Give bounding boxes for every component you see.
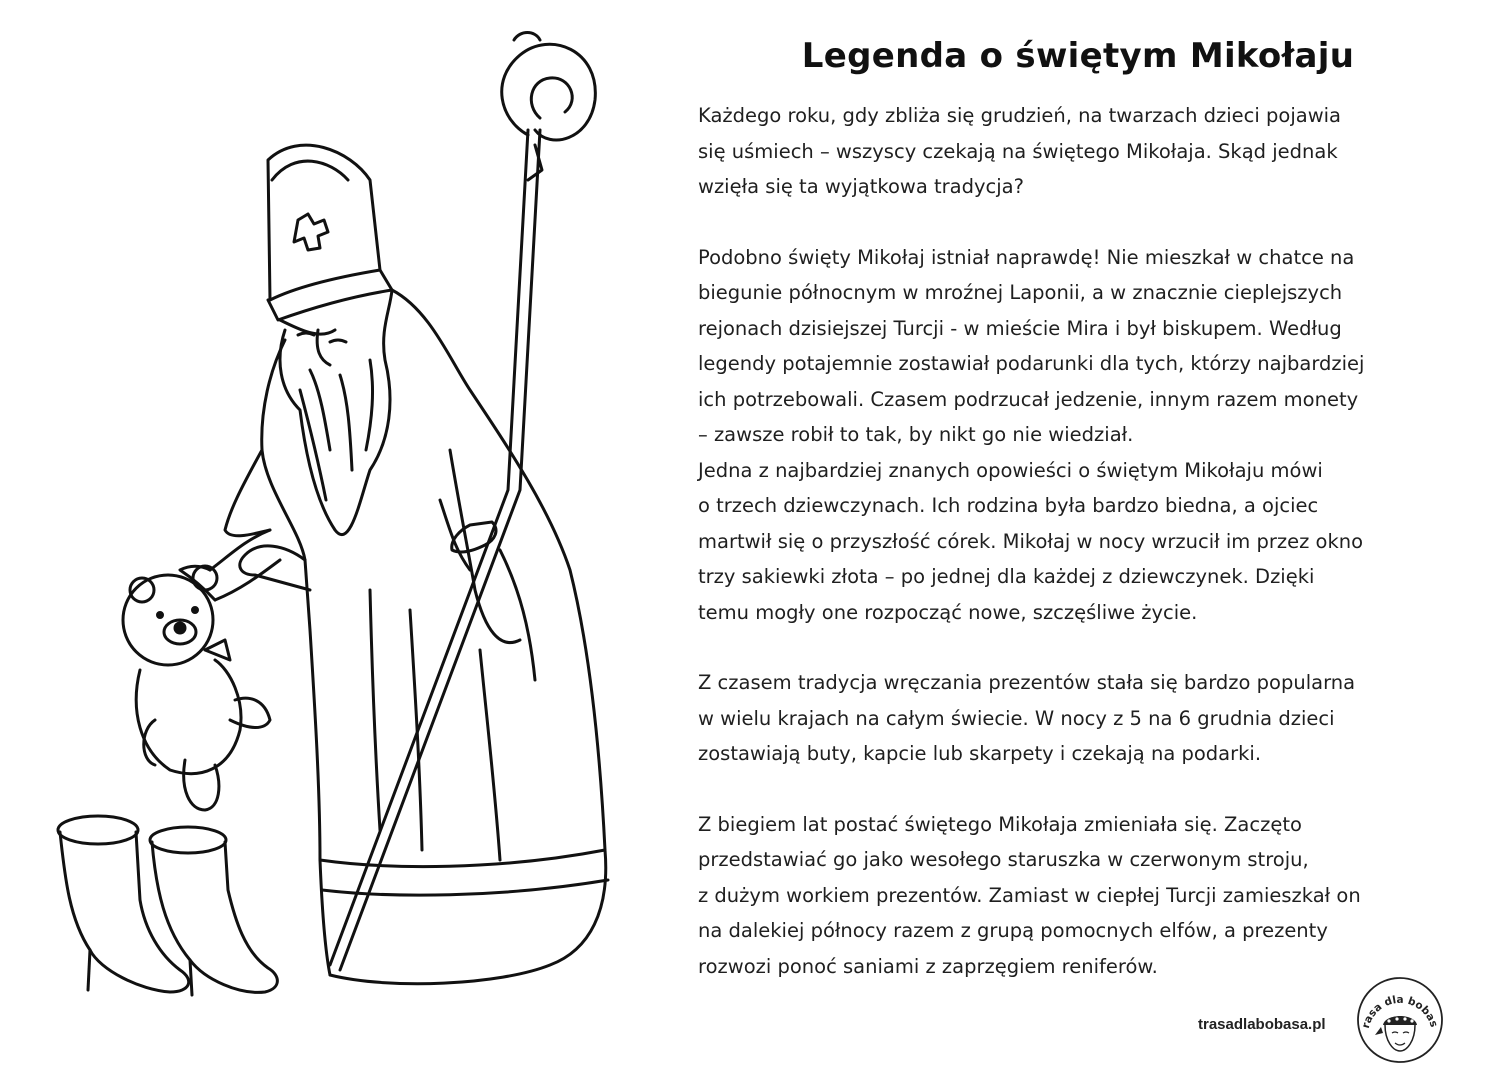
text-line: trzy sakiewki złota – po jednej dla każdej z dziewczynek. Dzięki bbox=[698, 565, 1315, 588]
page-title: Legenda o świętym Mikołaju bbox=[801, 36, 1355, 76]
text-line: biegunie północnym w mroźnej Laponii, a w znacznie cieplejszych bbox=[698, 281, 1343, 304]
paragraph-intro bbox=[698, 98, 1458, 205]
saint-nicholas-illustration bbox=[30, 30, 650, 1050]
text-line: rejonach dzisiejszej Turcji - w mieście Mira i był biskupem. Według bbox=[698, 316, 1342, 340]
text-line: martwił się o przyszłość córek. Mikołaj w nocy wrzucił im przez okno bbox=[698, 529, 1364, 553]
brand-logo bbox=[1355, 975, 1445, 1065]
text-line: z dużym workiem prezentów. Zamiast w ciepłej Turcji zamieszkał on bbox=[698, 883, 1361, 907]
text-line: się uśmiech – wszyscy czekają na świętego Mikołaja. Skąd jednak bbox=[698, 139, 1338, 163]
text-line: Podobno święty Mikołaj istniał naprawdę! Nie mieszkał w chatce na bbox=[698, 245, 1355, 269]
text-line: – zawsze robił to tak, by nikt go nie wiedział. bbox=[698, 423, 1134, 446]
teddy-bear-illustration bbox=[123, 566, 270, 810]
text-line: rozwozi ponoć saniami z zaprzęgiem reniferów. bbox=[698, 954, 1158, 978]
text-line: na dalekiej północy razem z grupą pomocnych elfów, a prezenty bbox=[698, 919, 1328, 942]
boots-illustration bbox=[58, 816, 277, 995]
paragraph-gap bbox=[698, 205, 1458, 240]
paragraph-gap bbox=[698, 772, 1458, 807]
arm bbox=[180, 530, 280, 600]
text-line: temu mogły one rozpocząć nowe, szczęśliwe życie. bbox=[698, 600, 1198, 624]
text-line: Z czasem tradycja wręczania prezentów stała się bardzo popularna bbox=[698, 671, 1356, 694]
website-url: trasadlabobasa.pl bbox=[1198, 1016, 1326, 1033]
paragraph-gap bbox=[698, 630, 1458, 665]
text-line: o trzech dziewczynach. Ich rodzina była bardzo biedna, a ojciec bbox=[698, 494, 1319, 517]
paragraph-tradition bbox=[698, 665, 1458, 772]
paragraph-modern bbox=[698, 807, 1458, 985]
paragraph-history bbox=[698, 240, 1458, 631]
text-line: w wielu krajach na całym świecie. W nocy z 5 na 6 grudnia dzieci bbox=[698, 706, 1335, 730]
text-line: ich potrzebowali. Czasem podrzucał jedzenie, innym razem monety bbox=[698, 387, 1359, 411]
mitre-icon bbox=[268, 145, 392, 320]
logo-text: rasa dla bobas bbox=[1359, 993, 1440, 1030]
article bbox=[698, 36, 1458, 984]
crozier-icon bbox=[330, 33, 595, 971]
text-line: Każdego roku, gdy zbliża się grudzień, na twarzach dzieci pojawia bbox=[698, 104, 1342, 127]
robe bbox=[225, 290, 608, 984]
text-line: Jedna z najbardziej znanych opowieści o świętym Mikołaju mówi bbox=[698, 458, 1323, 482]
text-line: Z biegiem lat postać świętego Mikołaja zmieniała się. Zaczęto bbox=[698, 812, 1302, 836]
text-line: zostawiają buty, kapcie lub skarpety i czekają na podarki. bbox=[698, 742, 1262, 765]
face-and-beard bbox=[280, 290, 392, 535]
text-line: legendy potajemnie zostawiał podarunki dla tych, którzy najbardziej bbox=[698, 352, 1365, 375]
text-line: wzięła się ta wyjątkowa tradycja? bbox=[698, 175, 1024, 198]
text-line: przedstawiać go jako wesołego staruszka w czerwonym stroju, bbox=[698, 848, 1309, 871]
